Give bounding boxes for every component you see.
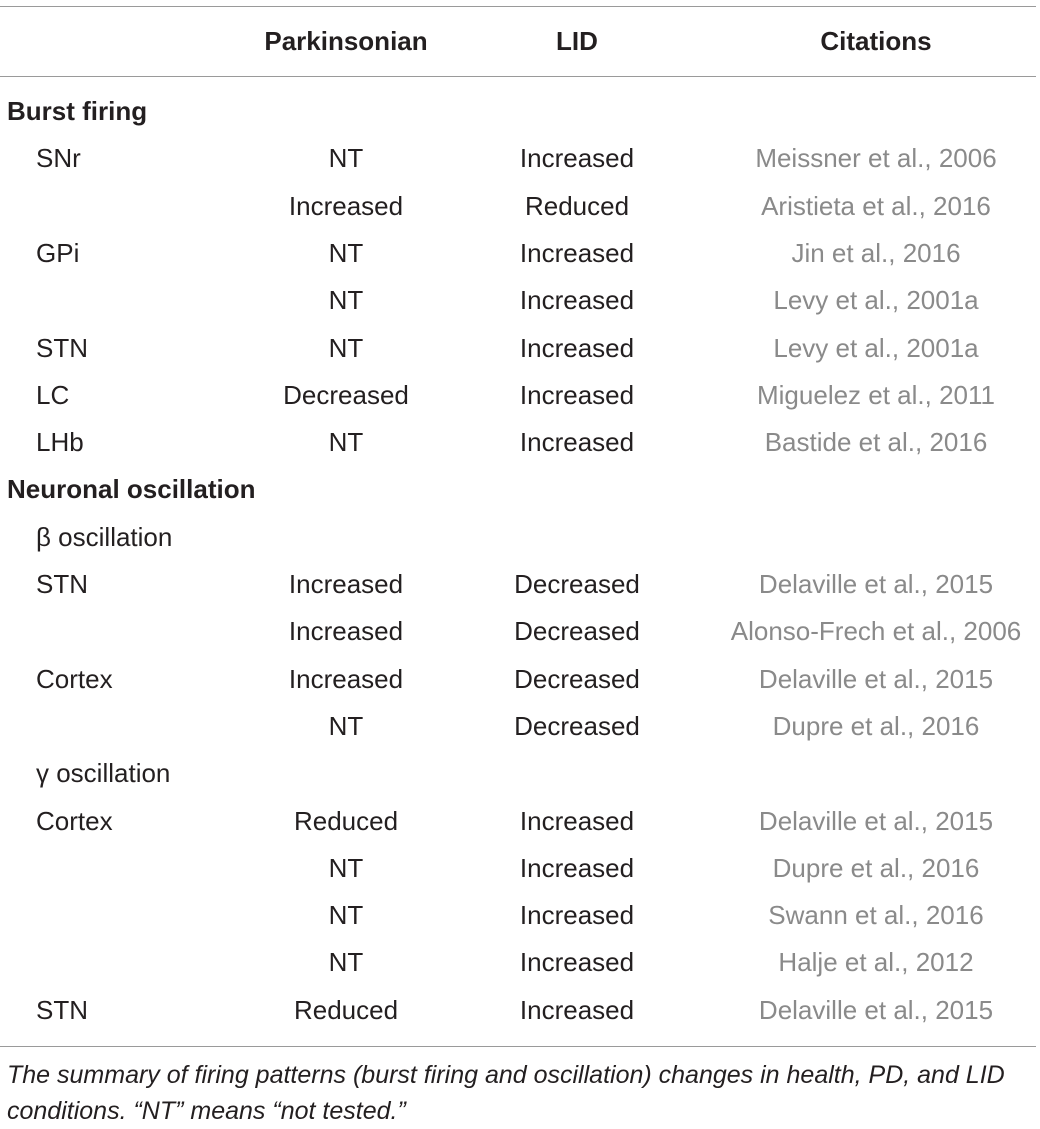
table-top-rule	[0, 6, 1036, 7]
lid-cell: Decreased	[514, 664, 640, 694]
citation-cell: Meissner et al., 2006	[755, 143, 997, 173]
citation-cell: Levy et al., 2001a	[773, 333, 979, 363]
table-row	[0, 947, 1040, 987]
region-cell: STN	[36, 569, 88, 599]
region-cell: LC	[36, 380, 70, 410]
table-row	[0, 995, 1040, 1035]
parkinsonian-cell: Decreased	[283, 380, 409, 410]
parkinsonian-cell: NT	[328, 285, 364, 315]
table-row	[0, 143, 1040, 183]
lid-cell: Increased	[519, 380, 635, 410]
region-cell: β oscillation	[36, 522, 173, 552]
table-header-row	[0, 26, 1040, 66]
citation-cell: Alonso-Frech et al., 2006	[730, 616, 1022, 646]
table-header-rule	[0, 76, 1036, 77]
lid-cell: Increased	[519, 143, 635, 173]
citation-cell: Halje et al., 2012	[778, 947, 974, 977]
table-row	[0, 427, 1040, 467]
parkinsonian-cell: NT	[328, 900, 364, 930]
parkinsonian-cell: Increased	[288, 664, 404, 694]
lid-cell: Increased	[519, 995, 635, 1025]
citation-cell: Dupre et al., 2016	[772, 853, 980, 883]
lid-cell: Increased	[519, 427, 635, 457]
table-row	[0, 285, 1040, 325]
header-cell-lid: LID	[556, 26, 598, 56]
subsection-row	[0, 758, 1040, 798]
table-caption: The summary of firing patterns (burst firing and oscillation) changes in health, PD, and LID conditions. “NT” means “not tested.”	[7, 1061, 1005, 1125]
table-row	[0, 191, 1040, 231]
citation-cell: Delaville et al., 2015	[758, 664, 994, 694]
subsection-row	[0, 522, 1040, 562]
table-row	[0, 380, 1040, 420]
region-cell: γ oscillation	[36, 758, 171, 788]
citation-cell: Delaville et al., 2015	[758, 569, 994, 599]
lid-cell: Increased	[519, 333, 635, 363]
table-row	[0, 711, 1040, 751]
region-cell: LHb	[36, 427, 84, 457]
region-cell: Cortex	[36, 664, 113, 694]
parkinsonian-cell: NT	[328, 947, 364, 977]
parkinsonian-cell: NT	[328, 711, 364, 741]
parkinsonian-cell: Increased	[288, 191, 404, 221]
parkinsonian-cell: NT	[328, 427, 364, 457]
citation-cell: Levy et al., 2001a	[773, 285, 979, 315]
region-cell: Neuronal oscillation	[7, 474, 256, 504]
lid-cell: Increased	[519, 238, 635, 268]
citation-cell: Dupre et al., 2016	[772, 711, 980, 741]
region-cell: GPi	[36, 238, 80, 268]
citation-cell: Delaville et al., 2015	[758, 995, 994, 1025]
table-row	[0, 806, 1040, 846]
lid-cell: Increased	[519, 947, 635, 977]
table-bottom-rule	[0, 1046, 1036, 1047]
parkinsonian-cell: Reduced	[293, 995, 399, 1025]
section-row	[0, 96, 1040, 136]
table-row	[0, 569, 1040, 609]
lid-cell: Decreased	[514, 616, 640, 646]
citation-cell: Miguelez et al., 2011	[757, 380, 995, 410]
header-cell-citations: Citations	[820, 26, 932, 56]
lid-cell: Increased	[519, 806, 635, 836]
citation-cell: Swann et al., 2016	[768, 900, 984, 930]
table-row	[0, 616, 1040, 656]
citation-cell: Jin et al., 2016	[791, 238, 961, 268]
lid-cell: Reduced	[524, 191, 630, 221]
parkinsonian-cell: NT	[328, 143, 364, 173]
header-cell-parkinsonian: Parkinsonian	[264, 26, 428, 56]
parkinsonian-cell: NT	[328, 333, 364, 363]
lid-cell: Increased	[519, 285, 635, 315]
region-cell: SNr	[36, 143, 81, 173]
parkinsonian-cell: Increased	[288, 616, 404, 646]
parkinsonian-cell: NT	[328, 853, 364, 883]
table-row	[0, 238, 1040, 278]
lid-cell: Decreased	[514, 569, 640, 599]
lid-cell: Increased	[519, 853, 635, 883]
lid-cell: Decreased	[514, 711, 640, 741]
region-cell: STN	[36, 995, 88, 1025]
parkinsonian-cell: Reduced	[293, 806, 399, 836]
table-row	[0, 333, 1040, 373]
citation-cell: Bastide et al., 2016	[764, 427, 988, 457]
region-cell: Cortex	[36, 806, 113, 836]
table-row	[0, 853, 1040, 893]
parkinsonian-cell: NT	[328, 238, 364, 268]
section-row	[0, 474, 1040, 514]
region-cell: Burst firing	[7, 96, 148, 126]
parkinsonian-cell: Increased	[288, 569, 404, 599]
table-row	[0, 664, 1040, 704]
citation-cell: Delaville et al., 2015	[758, 806, 994, 836]
table-row	[0, 900, 1040, 940]
citation-cell: Aristieta et al., 2016	[761, 191, 991, 221]
lid-cell: Increased	[519, 900, 635, 930]
region-cell: STN	[36, 333, 88, 363]
